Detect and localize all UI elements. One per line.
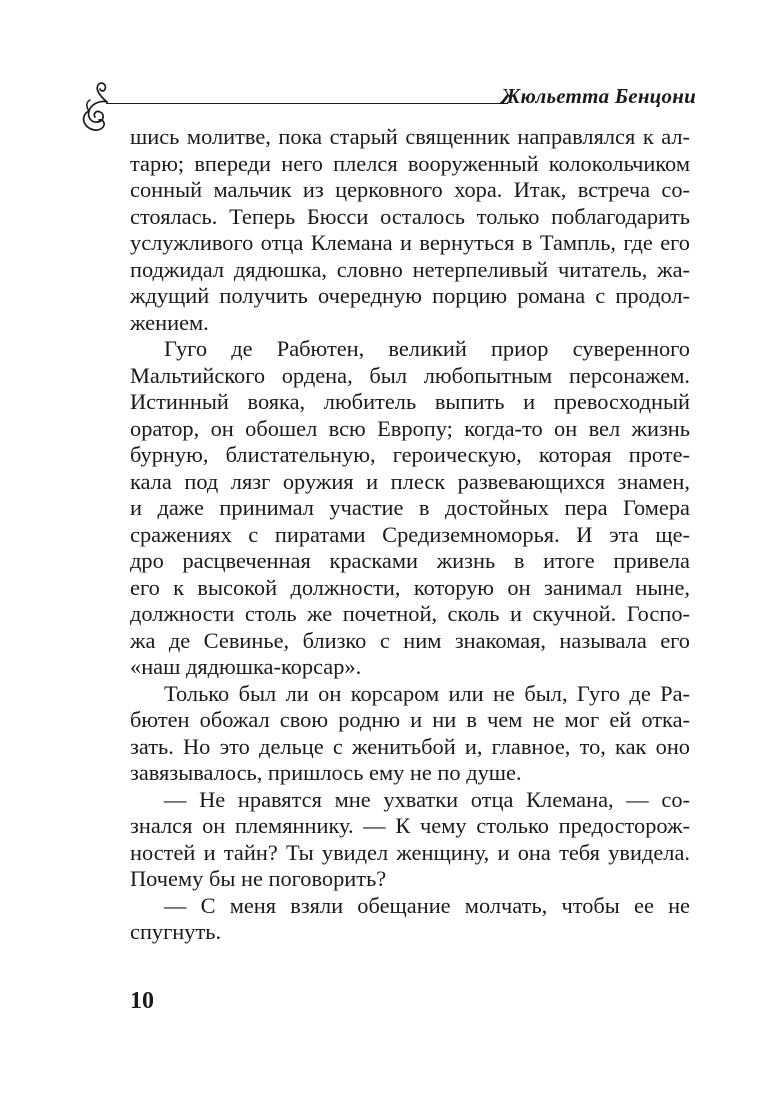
text-line: зать. Но это дельце с женитьбой и, главное, то, как оно xyxy=(130,733,690,759)
flourish-ornament-icon xyxy=(80,80,114,136)
text-line: Мальтийского ордена, был любопытным персонажем. xyxy=(130,362,690,388)
text-line: и даже принимал участие в достойных пера Гомера xyxy=(130,495,690,520)
text-line: оратор, он обошел всю Европу; когда-то он вел жизнь xyxy=(130,415,690,441)
text-line: стоялась. Теперь Бюсси осталось только поблагодарить xyxy=(130,203,690,229)
text-line: услужливого отца Клемана и вернуться в Тампль, где его xyxy=(130,230,690,255)
text-line: Гуго де Рабютен, великий приор суверенного xyxy=(164,336,690,361)
text-line: должности столь же почетной, сколь и скучной. Госпо- xyxy=(130,601,690,626)
text-line: тарю; впереди него плелся вооруженный колокольчиком xyxy=(130,150,690,176)
text-line: бурную, блистательную, героическую, которая проте- xyxy=(130,442,690,467)
text-line: завязывалось, пришлось ему не по душе. xyxy=(130,760,522,785)
text-line: знался он племяннику. — К чему столько предосторож- xyxy=(130,813,690,838)
text-line: поджидал дядюшка, словно нетерпеливый читатель, жа- xyxy=(130,256,690,282)
text-line: — Не нравятся мне ухватки отца Клемана, — со- xyxy=(164,786,690,812)
text-line: Истинный вояка, любитель выпить и превосходный xyxy=(130,389,690,414)
text-line: «наш дядюшка-корсар». xyxy=(130,654,362,679)
text-line: шись молитве, пока старый священник направлялся к ал- xyxy=(130,124,690,149)
text-line: — С меня взяли обещание молчать, чтобы ее не xyxy=(164,892,690,918)
text-line: сонный мальчик из церковного хора. Итак, встреча со- xyxy=(130,177,690,202)
text-line: Почему бы не поговорить? xyxy=(130,866,387,891)
header-rule xyxy=(106,103,508,104)
page-number: 10 xyxy=(130,988,154,1014)
body-text xyxy=(130,124,690,946)
text-line: дро расцвеченная красками жизнь в итоге привела xyxy=(130,548,690,573)
text-line: ностей и тайн? Ты увидел женщину, и она тебя увидела. xyxy=(130,839,690,865)
text-line: бютен обожал свою родню и ни в чем не мог ей отка- xyxy=(130,707,690,732)
running-head-author: Жюльетта Бенцони xyxy=(501,84,696,108)
text-line: кала под лязг оружия и плеск развевающихся знамен, xyxy=(130,468,690,494)
text-line: спугнуть. xyxy=(130,919,222,944)
text-line: его к высокой должности, которую он занимал ныне, xyxy=(130,574,690,600)
text-line: ждущий получить очередную порцию романа с продол- xyxy=(130,283,690,308)
text-line: Только был ли он корсаром или не был, Гуго де Ра- xyxy=(164,680,690,706)
text-line: жа де Севинье, близко с ним знакомая, называла его xyxy=(130,627,690,653)
text-line: сражениях с пиратами Средиземноморья. И эта ще- xyxy=(130,521,690,547)
text-line: жением. xyxy=(130,309,209,335)
